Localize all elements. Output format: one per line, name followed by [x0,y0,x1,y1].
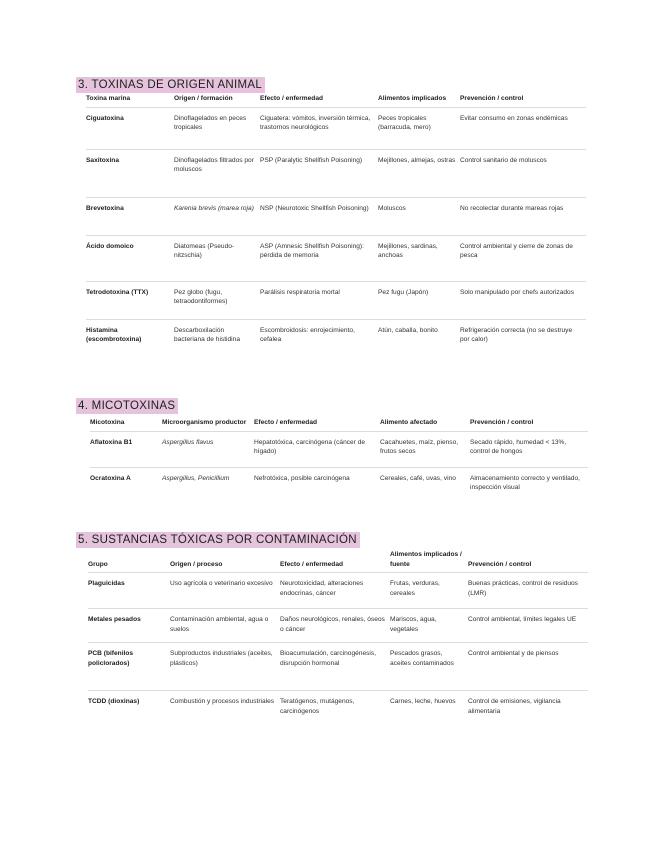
table-row [86,235,586,281]
section-title: 3. TOXINAS DE ORIGEN ANIMAL [76,77,265,93]
table-cell: Moluscos [378,197,460,235]
column-header: Micotoxina [90,419,125,426]
table-cell: PCB (bifenilos policlorados) [88,643,170,691]
table-cell: Contaminación ambiental, agua o suelos [170,609,280,643]
table-cell: Frutas, verduras, cereales [390,573,468,609]
column-header: Origen / proceso [170,560,223,568]
column-header: Microorganismo productor [162,419,247,426]
column-header: Prevención / control [470,419,534,426]
table-row [86,149,586,197]
table-cell: Brevetoxina [86,197,174,235]
table-cell: Carnes, leche, huevos [390,691,468,725]
table-row [88,609,588,643]
table-cell: Ocratoxina A [90,467,162,501]
table-cell: Combustión y procesos industriales [170,691,280,725]
table-cell: Mejillones, sardinas, anchoas [378,235,460,281]
column-header: Efecto / enfermedad [260,95,324,102]
table-cell: Teratógenos, mutágenos, carcinógenos [280,691,390,725]
table-cell: Dinoflagelados en peces tropicales [174,107,260,149]
table-cell: Karenia brevis (marea roja) [174,197,260,235]
table-cell: Control ambiental, límites legales UE [468,609,588,643]
table-cell: Secado rápido, humedad < 13%, control de hongos [470,431,588,467]
table-cell: Control ambiental y cierre de zonas de pesca [460,235,586,281]
column-header: Alimentos implicados [378,95,447,102]
table-row [90,431,588,467]
column-header: Origen / formación [174,95,233,102]
table-cell: Descarboxilación bacteriana de histidina [174,319,260,359]
column-header: Alimentos implicados / fuente [390,551,462,568]
table-cell: Pez globo (fugu, tetraodontiformes) [174,281,260,319]
table-header-row [88,550,588,573]
table-cell: Hepatotóxica, carcinógena (cáncer de hígado) [254,431,380,467]
section-title: 4. MICOTOXINAS [76,398,178,414]
table-cell: Cacahuetes, maíz, pienso, frutos secos [380,431,470,467]
table-cell: Dinoflagelados filtrados por moluscos [174,149,260,197]
table-cell: Plaguicidas [88,573,170,609]
table-cell: Mariscos, agua, vegetales [390,609,468,643]
section-title: 5. SUSTANCIAS TÓXICAS POR CONTAMINACIÓN [76,532,360,548]
table-cell: Mejillones, almejas, ostras [378,149,460,197]
table-cell: Escombroidosis: enrojecimiento, cefalea [260,319,378,359]
table-contaminacion [88,550,588,725]
table-row [88,573,588,609]
table-row [86,107,586,149]
table-cell: Aspergillus flavus [162,431,254,467]
table-row [88,691,588,725]
table-cell: Ciguatoxina [86,107,174,149]
table-row [86,197,586,235]
column-header: Alimento afectado [380,419,438,426]
table-cell: Parálisis respiratoria mortal [260,281,378,319]
table-cell: Control sanitario de moluscos [460,149,586,197]
column-header: Prevención / control [468,560,532,568]
table-cell: Aspergillus, Penicillium [162,467,254,501]
column-header: Efecto / enfermedad [254,419,318,426]
table-header-row [86,94,586,107]
table-cell: Diatomeas (Pseudo-nitzschia) [174,235,260,281]
table-header-row [90,418,588,431]
column-header: Prevención / control [460,95,524,102]
table-cell: ASP (Amnesic Shellfish Poisoning): pérdida de memoria [260,235,378,281]
table-cell: Control de emisiones, vigilancia alimentaria [468,691,588,725]
column-header: Toxina marina [86,95,131,102]
table-cell: Aflatoxina B1 [90,431,162,467]
table-cell: Ácido domoico [86,235,174,281]
table-cell: Uso agrícola o veterinario excesivo [170,573,280,609]
table-cell: Histamina (escombrotoxina) [86,319,174,359]
table-cell: Nefrotóxica, posible carcinógena [254,467,380,501]
column-header: Efecto / enfermedad [280,560,344,568]
table-cell: Solo manipulado por chefs autorizados [460,281,586,319]
table-row [86,319,586,359]
table-cell: Tetrodotoxina (TTX) [86,281,174,319]
table-cell: Control ambiental y de piensos [468,643,588,691]
table-cell: PSP (Paralytic Shellfish Poisoning) [260,149,378,197]
column-header: Grupo [88,560,108,568]
table-cell: Buenas prácticas, control de residuos (LMR) [468,573,588,609]
table-micotoxinas [90,418,588,501]
table-cell: Metales pesados [88,609,170,643]
table-toxinas-animal [86,94,586,359]
table-cell: Pez fugu (Japón) [378,281,460,319]
table-cell: No recolectar durante mareas rojas [460,197,586,235]
table-cell: Cereales, café, uvas, vino [380,467,470,501]
table-row [86,281,586,319]
table-cell: TCDD (dioxinas) [88,691,170,725]
table-cell: Subproductos industriales (aceites, plásticos) [170,643,280,691]
table-cell: Atún, caballa, bonito [378,319,460,359]
table-cell: NSP (Neurotoxic Shellfish Poisoning) [260,197,378,235]
table-cell: Saxitoxina [86,149,174,197]
table-cell: Daños neurológicos, renales, óseos o cáncer [280,609,390,643]
table-cell: Neurotoxicidad, alteraciones endocrinas, cáncer [280,573,390,609]
table-cell: Bioacumulación, carcinogénesis, disrupción hormonal [280,643,390,691]
table-cell: Ciguatera: vómitos, inversión térmica, trastornos neurológicos [260,107,378,149]
table-cell: Pescados grasos, aceites contaminados [390,643,468,691]
table-cell: Refrigeración correcta (no se destruye por calor) [460,319,586,359]
table-row [88,643,588,691]
table-row [90,467,588,501]
table-cell: Evitar consumo en zonas endémicas [460,107,586,149]
table-cell: Peces tropicales (barracuda, mero) [378,107,460,149]
table-cell: Almacenamiento correcto y ventilado, inspección visual [470,467,588,501]
